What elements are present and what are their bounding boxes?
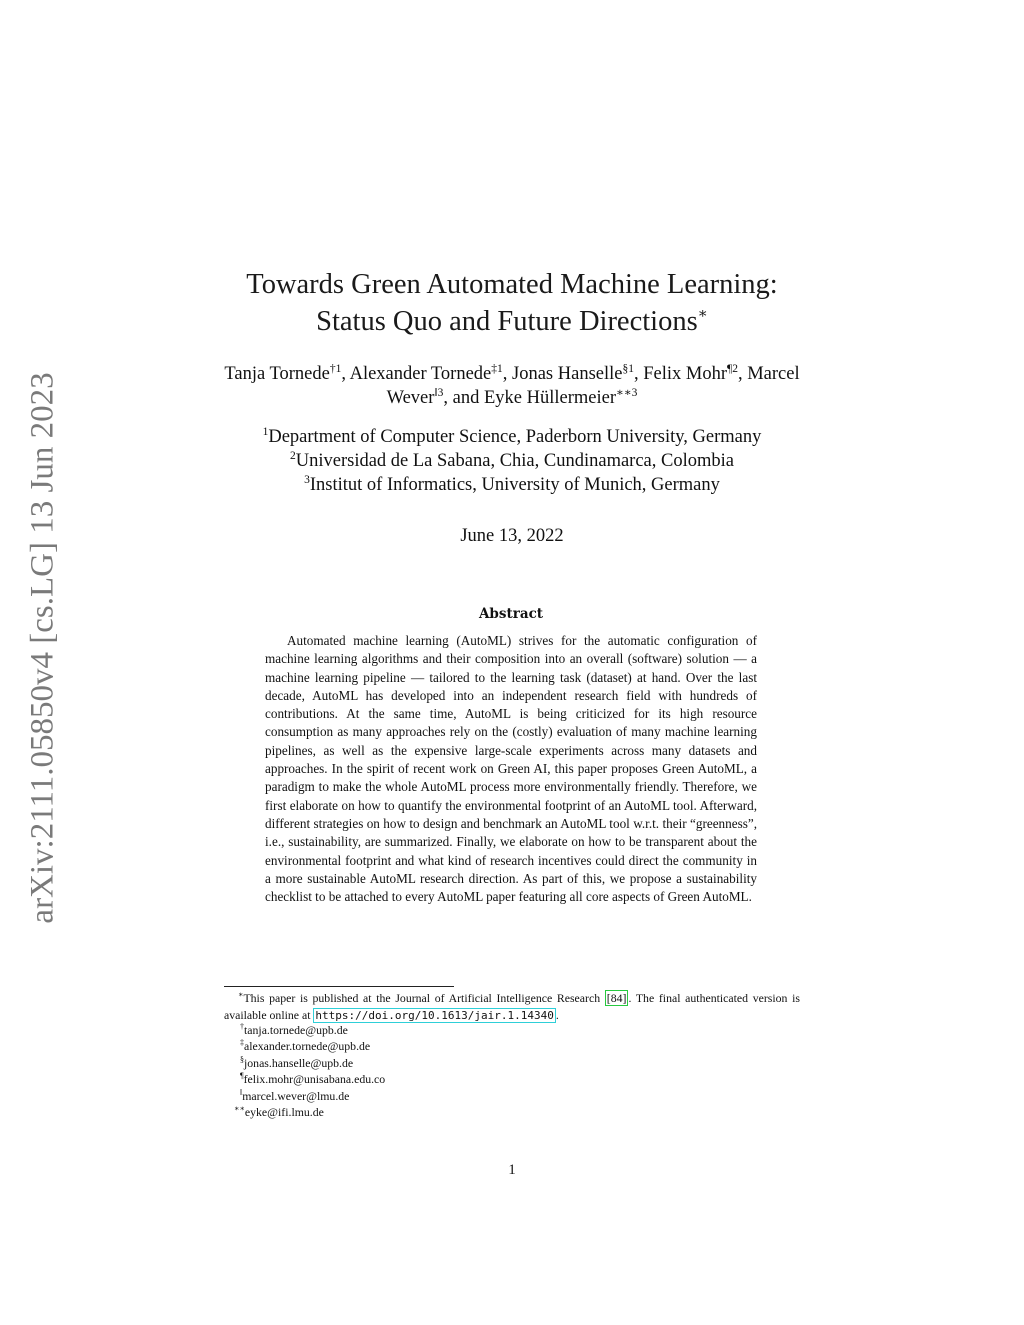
footnote-mark: ‡: [240, 1038, 244, 1047]
footnote-email: [240, 1022, 816, 1039]
affiliation-text: Universidad de La Sabana, Chia, Cundinamarca, Colombia: [295, 451, 734, 471]
affiliation: [200, 449, 824, 473]
author-separator: ,: [502, 364, 513, 384]
abstract-heading: Abstract: [478, 606, 544, 622]
author-name: Alexander Tornede: [349, 364, 492, 384]
title-line-1: Towards Green Automated Machine Learning:: [246, 269, 778, 300]
footnote-mark: ¶: [240, 1071, 244, 1080]
email-text: tanja.tornede@upb.de: [244, 1023, 348, 1037]
email-text: jonas.hanselle@upb.de: [244, 1056, 354, 1070]
author: [224, 364, 349, 384]
footnote-mark: ∗: [238, 990, 244, 999]
author-mark: ‡1: [491, 363, 503, 375]
affiliation-text: Department of Computer Science, Paderborn University, Germany: [268, 427, 762, 447]
footnote-email: [240, 1071, 816, 1088]
title-footnote-mark: ∗: [697, 306, 708, 322]
author-separator: ,: [633, 364, 644, 384]
footnote-mark: ‖: [240, 1088, 243, 1097]
footnote-email: [240, 1038, 816, 1055]
affiliation: [200, 473, 824, 497]
footnote-mark: §: [240, 1055, 244, 1064]
footnote-text: This paper is published at the Journal of Artificial Intelligence Research: [243, 991, 605, 1005]
author: [643, 364, 747, 384]
footnote-mark: †: [240, 1022, 244, 1031]
paper-title: [180, 266, 844, 340]
author-mark: †1: [329, 363, 342, 375]
email-text: felix.mohr@unisabana.edu.co: [243, 1072, 386, 1086]
affiliation-mark: 1: [262, 426, 269, 438]
email-text: alexander.tornede@upb.de: [244, 1039, 371, 1053]
footnote-email: [240, 1088, 816, 1105]
author-name: Felix Mohr: [643, 364, 727, 384]
doi-link[interactable]: https://doi.org/10.1613/jair.1.14340: [315, 1008, 554, 1022]
author: [512, 364, 643, 384]
author-name: Tanja Tornede: [224, 364, 330, 384]
footnote-text: . The final authenticated version is available online at: [224, 991, 800, 1022]
footnote-text: .: [555, 1007, 559, 1022]
author-name: Marcel Wever: [386, 364, 800, 408]
author-mark: ¶2: [727, 363, 738, 375]
arxiv-stamp-text: arXiv:2111.05850v4 [cs.LG] 13 Jun 2023: [24, 372, 61, 924]
affiliation-text: Institut of Informatics, University of Munich, Germany: [309, 475, 720, 495]
author-mark: §1: [622, 363, 634, 375]
affiliation-list: [200, 425, 824, 497]
author: [484, 388, 637, 408]
page-number: 1: [508, 1162, 516, 1178]
email-text: marcel.wever@lmu.de: [242, 1089, 350, 1103]
affiliation: [200, 425, 824, 449]
title-line-2: [180, 303, 844, 340]
author-separator: ,: [341, 364, 350, 384]
author-separator: ,: [737, 364, 748, 384]
footnote-publication: [224, 990, 800, 1024]
abstract-body: Automated machine learning (AutoML) strives for the automatic configuration of machine learning algorithms and their composition into an overall (software) solution — a machine learning pipeline — tailored to the learning task (dataset) at hand. Over the last decade, AutoML has developed into an independent research field with hundreds of contributions. At the same time, AutoML is being criticized for its high resource consumption as many approaches rely on the (costly) evaluation of many machine learning pipelines, as well as the expensive large-scale experiments across many datasets and approaches. In the spirit of recent work on Green AI, this paper proposes Green AutoML, a paradigm to make the whole AutoML process more environmentally friendly. Therefore, we first elaborate on how to quantify the environmental footprint of an AutoML tool. Afterward, different strategies on how to design and benchmark an AutoML tool w.r.t. their “greenness”, i.e., sustainability, are summarized. Finally, we elaborate on how to be transparent about the environmental footprint and what kind of research incentives could direct the community in a more sustainable AutoML research direction. As part of this, we propose a sustainability checklist to be attached to every AutoML paper featuring all core aspects of Green AutoML.: [265, 633, 757, 905]
author: [350, 364, 512, 384]
author-name: Jonas Hanselle: [512, 364, 623, 384]
email-text: eyke@ifi.lmu.de: [244, 1105, 324, 1119]
author-list: [200, 362, 824, 410]
author-mark: ∗∗3: [616, 387, 638, 399]
citation-link[interactable]: [84]: [606, 991, 627, 1005]
footnote-email: [234, 1104, 810, 1121]
title-line-2-text: Status Quo and Future Directions: [316, 306, 698, 337]
author-separator: , and: [443, 388, 484, 408]
affiliation-mark: 2: [290, 450, 296, 462]
paper-date: June 13, 2022: [460, 526, 564, 546]
footnote-email: [240, 1055, 816, 1072]
author-name: Eyke Hüllermeier: [484, 388, 617, 408]
footnote-mark: ∗∗: [234, 1104, 245, 1113]
author-mark: ‖3: [434, 387, 444, 399]
footnote-rule: [224, 986, 454, 987]
affiliation-mark: 3: [304, 474, 310, 486]
